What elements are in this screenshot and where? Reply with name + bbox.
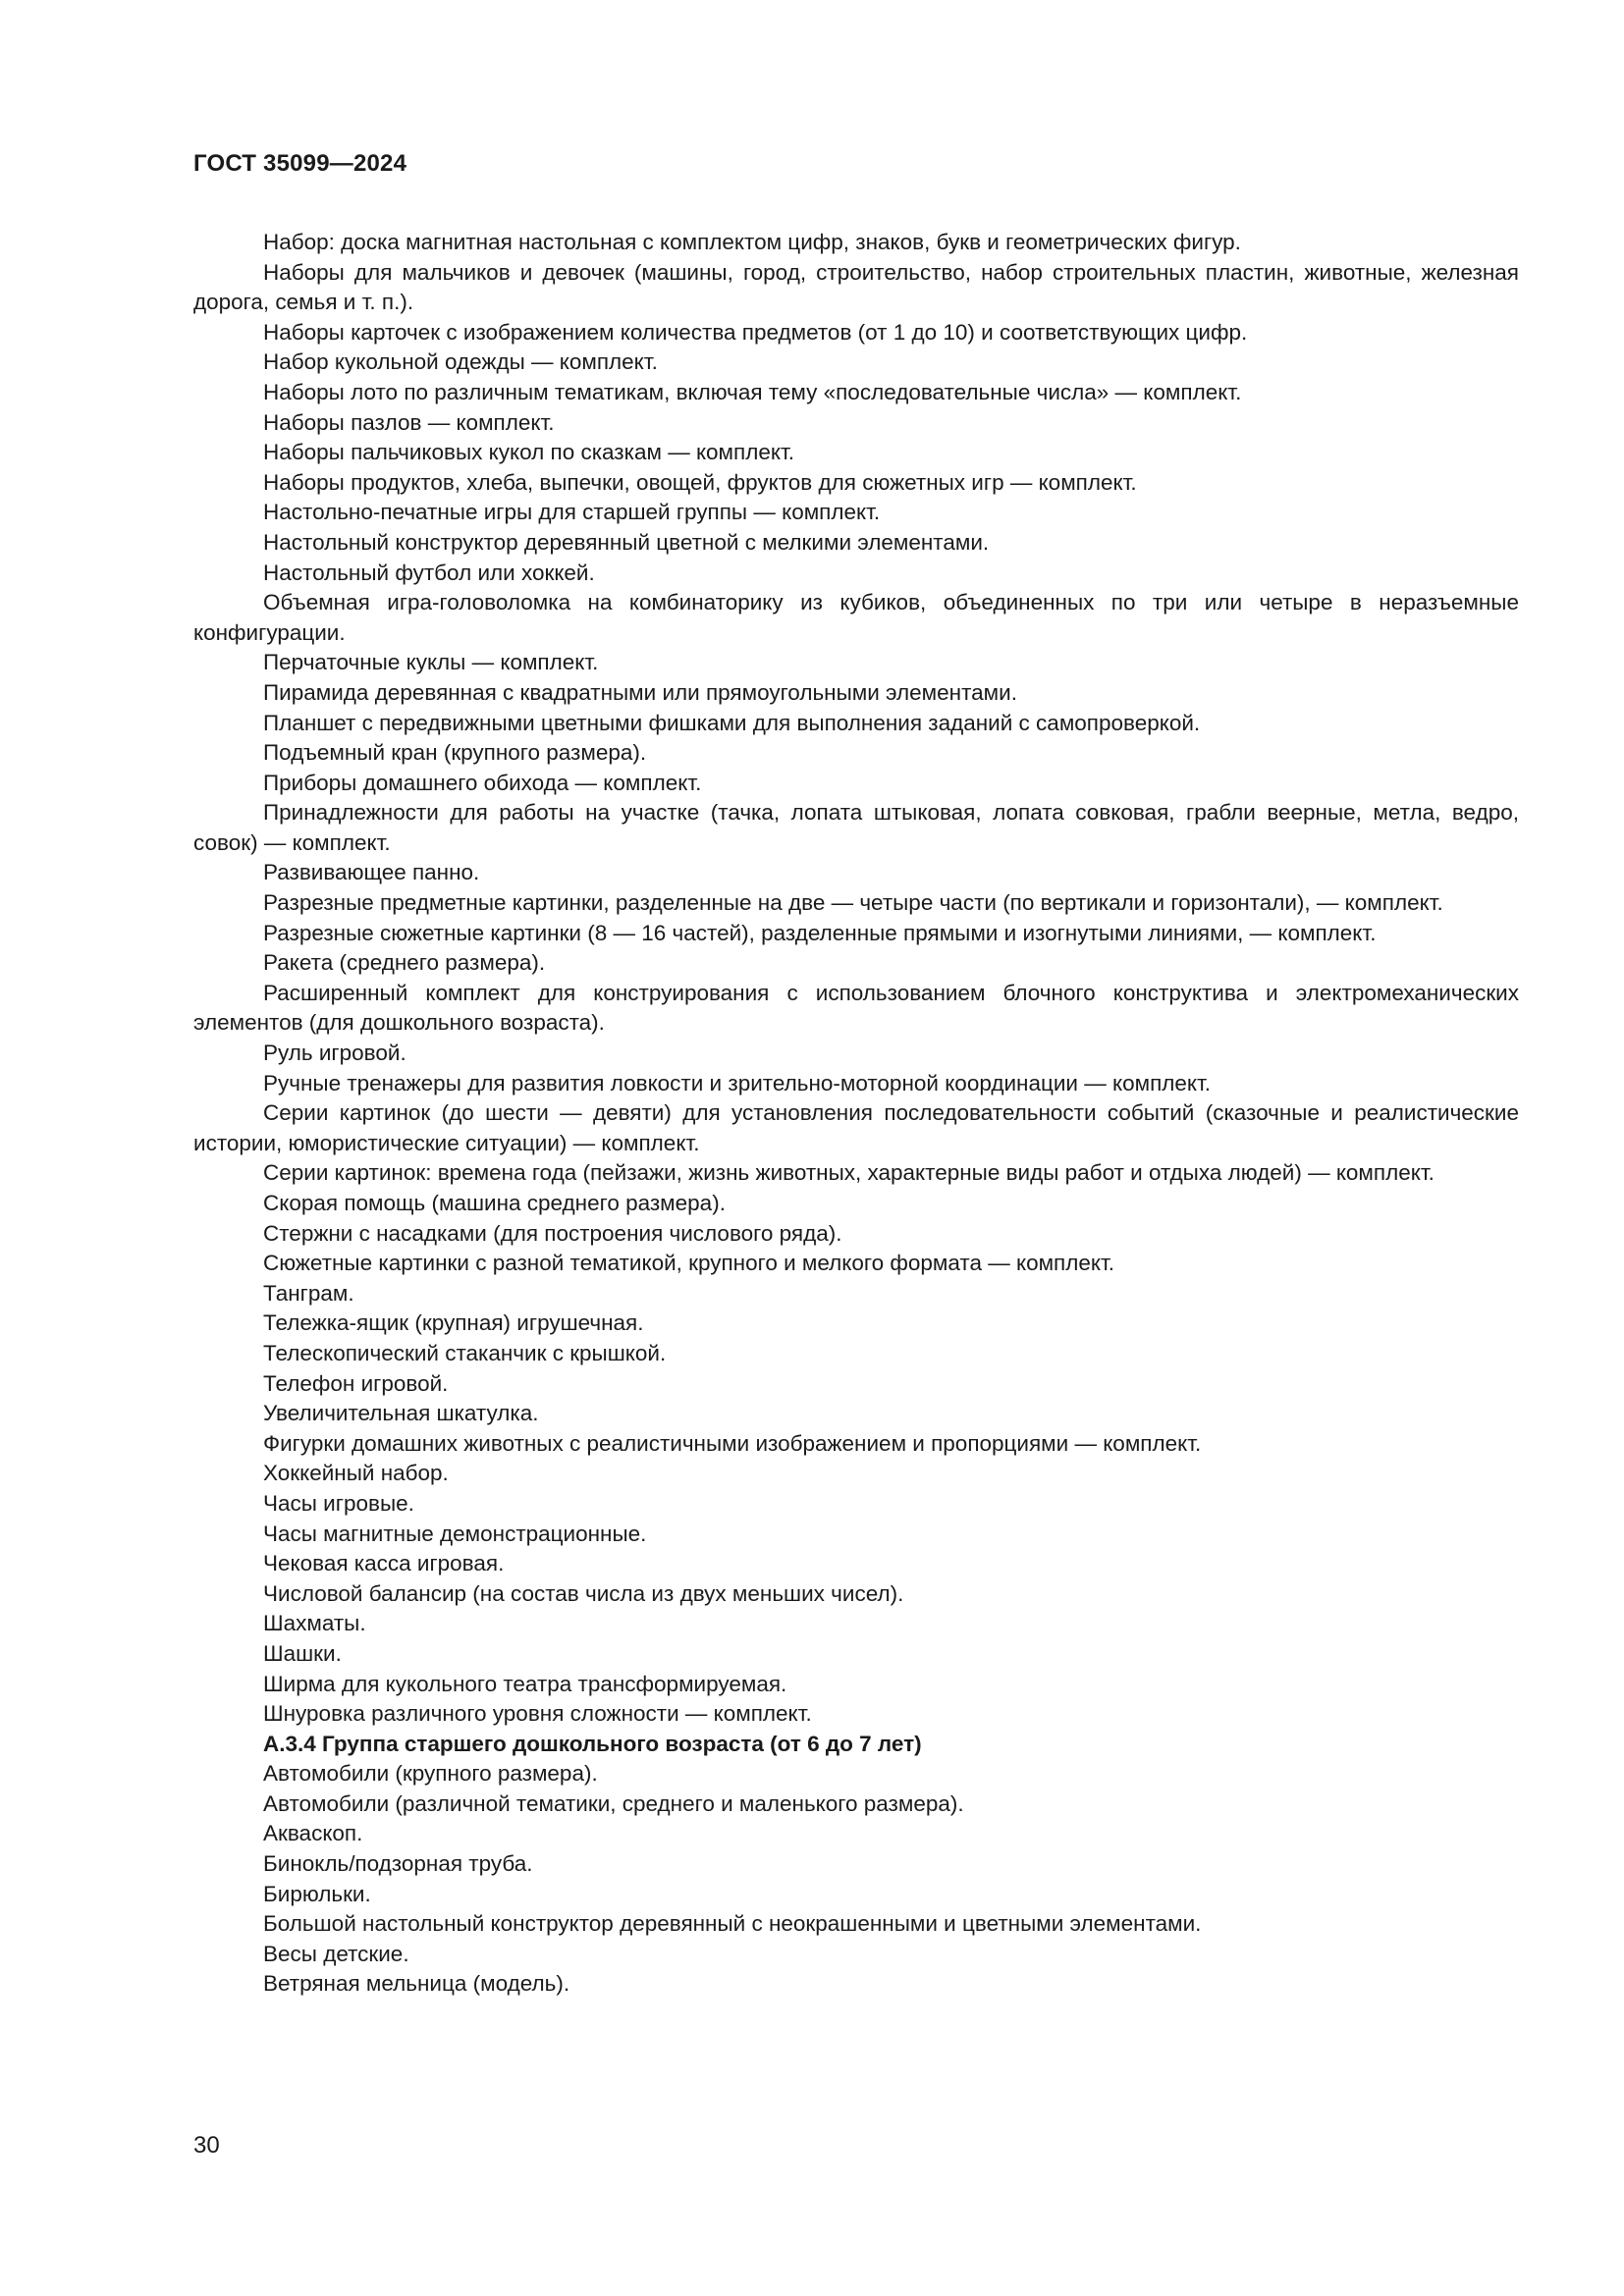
list-item: Разрезные предметные картинки, разделенные на две — четыре части (по вертикали и горизонтали), — комплект. [263,890,1443,916]
list-item: Руль игровой. [263,1041,406,1066]
list-item: Планшет с передвижными цветными фишками для выполнения заданий с самопроверкой. [263,710,1201,735]
list-item: Ветряная мельница (модель). [263,1971,570,1997]
list-item: Настольно-печатные игры для старшей группы — комплект. [263,500,881,525]
list-item: Шахматы. [263,1611,366,1636]
list-item: Весы детские. [263,1941,409,1966]
list-item: Большой настольный конструктор деревянный с неокрашенными и цветными элементами. [263,1911,1202,1937]
list-item: Серии картинок (до шести — девяти) для установления последовательности событий (сказочные и реалистические истории, юмористические ситуации) — комплект. [193,1100,1519,1155]
list-item: Числовой балансир (на состав числа из двух меньших чисел). [263,1580,904,1606]
list-item: Наборы для мальчиков и девочек (машины, город, строительство, набор строительных пластин, животные, железная дорога, семья и т. п.). [193,259,1519,315]
list-item: Хоккейный набор. [263,1461,449,1486]
list-item: Стержни с насадками (для построения числового ряда). [263,1220,842,1246]
page-number: 30 [193,2132,220,2159]
list-item: Ракета (среднего размера). [263,950,546,976]
section-heading: А.3.4 Группа старшего дошкольного возраста (от 6 до 7 лет) [263,1731,922,1756]
list-item: Шнуровка различного уровня сложности — комплект. [263,1701,812,1727]
list-item: Наборы лото по различным тематикам, включая тему «последовательные числа» — комплект. [263,379,1242,404]
list-item: Скорая помощь (машина среднего размера). [263,1191,726,1215]
list-item: Автомобили (крупного размера). [263,1761,598,1787]
list-item: Чековая касса игровая. [263,1551,505,1576]
list-item: Наборы пальчиковых кукол по сказкам — комплект. [263,440,795,465]
list-item: Ширма для кукольного театра трансформируемая. [263,1671,787,1696]
list-item: Объемная игра-головоломка на комбинаторику из кубиков, объединенных по три или четыре в неразъемные конфигурации. [193,590,1519,645]
list-item: Расширенный комплект для конструирования с использованием блочного конструктива и электромеханических элементов (для дошкольного возраста). [193,980,1519,1036]
list-item: Набор кукольной одежды — комплект. [263,349,658,375]
list-item: Настольный конструктор деревянный цветной с мелкими элементами. [263,529,990,555]
list-item: Часы игровые. [263,1490,414,1516]
list-item: Телефон игровой. [263,1370,449,1396]
list-item: Принадлежности для работы на участке (тачка, лопата штыковая, лопата совковая, грабли веерные, метла, ведро, совок) — комплект. [193,800,1519,855]
list-item: Бинокль/подзорная труба. [263,1851,533,1877]
list-item: Бирюльки. [263,1881,371,1906]
list-item: Акваскоп. [263,1821,363,1846]
list-item: Танграм. [263,1280,354,1306]
list-item: Сюжетные картинки с разной тематикой, крупного и мелкого формата — комплект. [263,1251,1115,1276]
list-item: Наборы продуктов, хлеба, выпечки, овощей, фруктов для сюжетных игр — комплект. [263,469,1137,495]
list-item: Увеличительная шкатулка. [263,1401,539,1426]
list-item: Тележка-ящик (крупная) игрушечная. [263,1310,644,1336]
list-item: Автомобили (различной тематики, среднего и маленького размера). [263,1790,964,1816]
list-item: Телескопический стаканчик с крышкой. [263,1340,667,1365]
document-body [193,228,1519,2000]
list-item: Набор: доска магнитная настольная с комплектом цифр, знаков, букв и геометрических фигур. [263,230,1241,254]
list-item: Ручные тренажеры для развития ловкости и зрительно-моторной координации — комплект. [263,1070,1212,1095]
list-item: Фигурки домашних животных с реалистичными изображением и пропорциями — комплект. [263,1430,1202,1456]
list-item: Настольный футбол или хоккей. [263,560,595,585]
list-item: Перчаточные куклы — комплект. [263,650,599,675]
document-header: ГОСТ 35099—2024 [193,150,407,177]
list-item: Подъемный кран (крупного размера). [263,740,647,766]
list-item: Приборы домашнего обихода — комплект. [263,770,702,795]
list-item: Часы магнитные демонстрационные. [263,1521,647,1546]
list-item: Наборы карточек с изображением количества предметов (от 1 до 10) и соответствующих цифр. [263,319,1248,345]
list-item: Серии картинок: времена года (пейзажи, жизнь животных, характерные виды работ и отдыха людей) — комплект. [263,1160,1435,1186]
list-item: Наборы пазлов — комплект. [263,409,555,435]
list-item: Разрезные сюжетные картинки (8 — 16 частей), разделенные прямыми и изогнутыми линиями, — комплект. [263,920,1377,945]
list-item: Шашки. [263,1640,342,1666]
list-item: Развивающее панно. [263,860,480,885]
list-item: Пирамида деревянная с квадратными или прямоугольными элементами. [263,679,1017,705]
